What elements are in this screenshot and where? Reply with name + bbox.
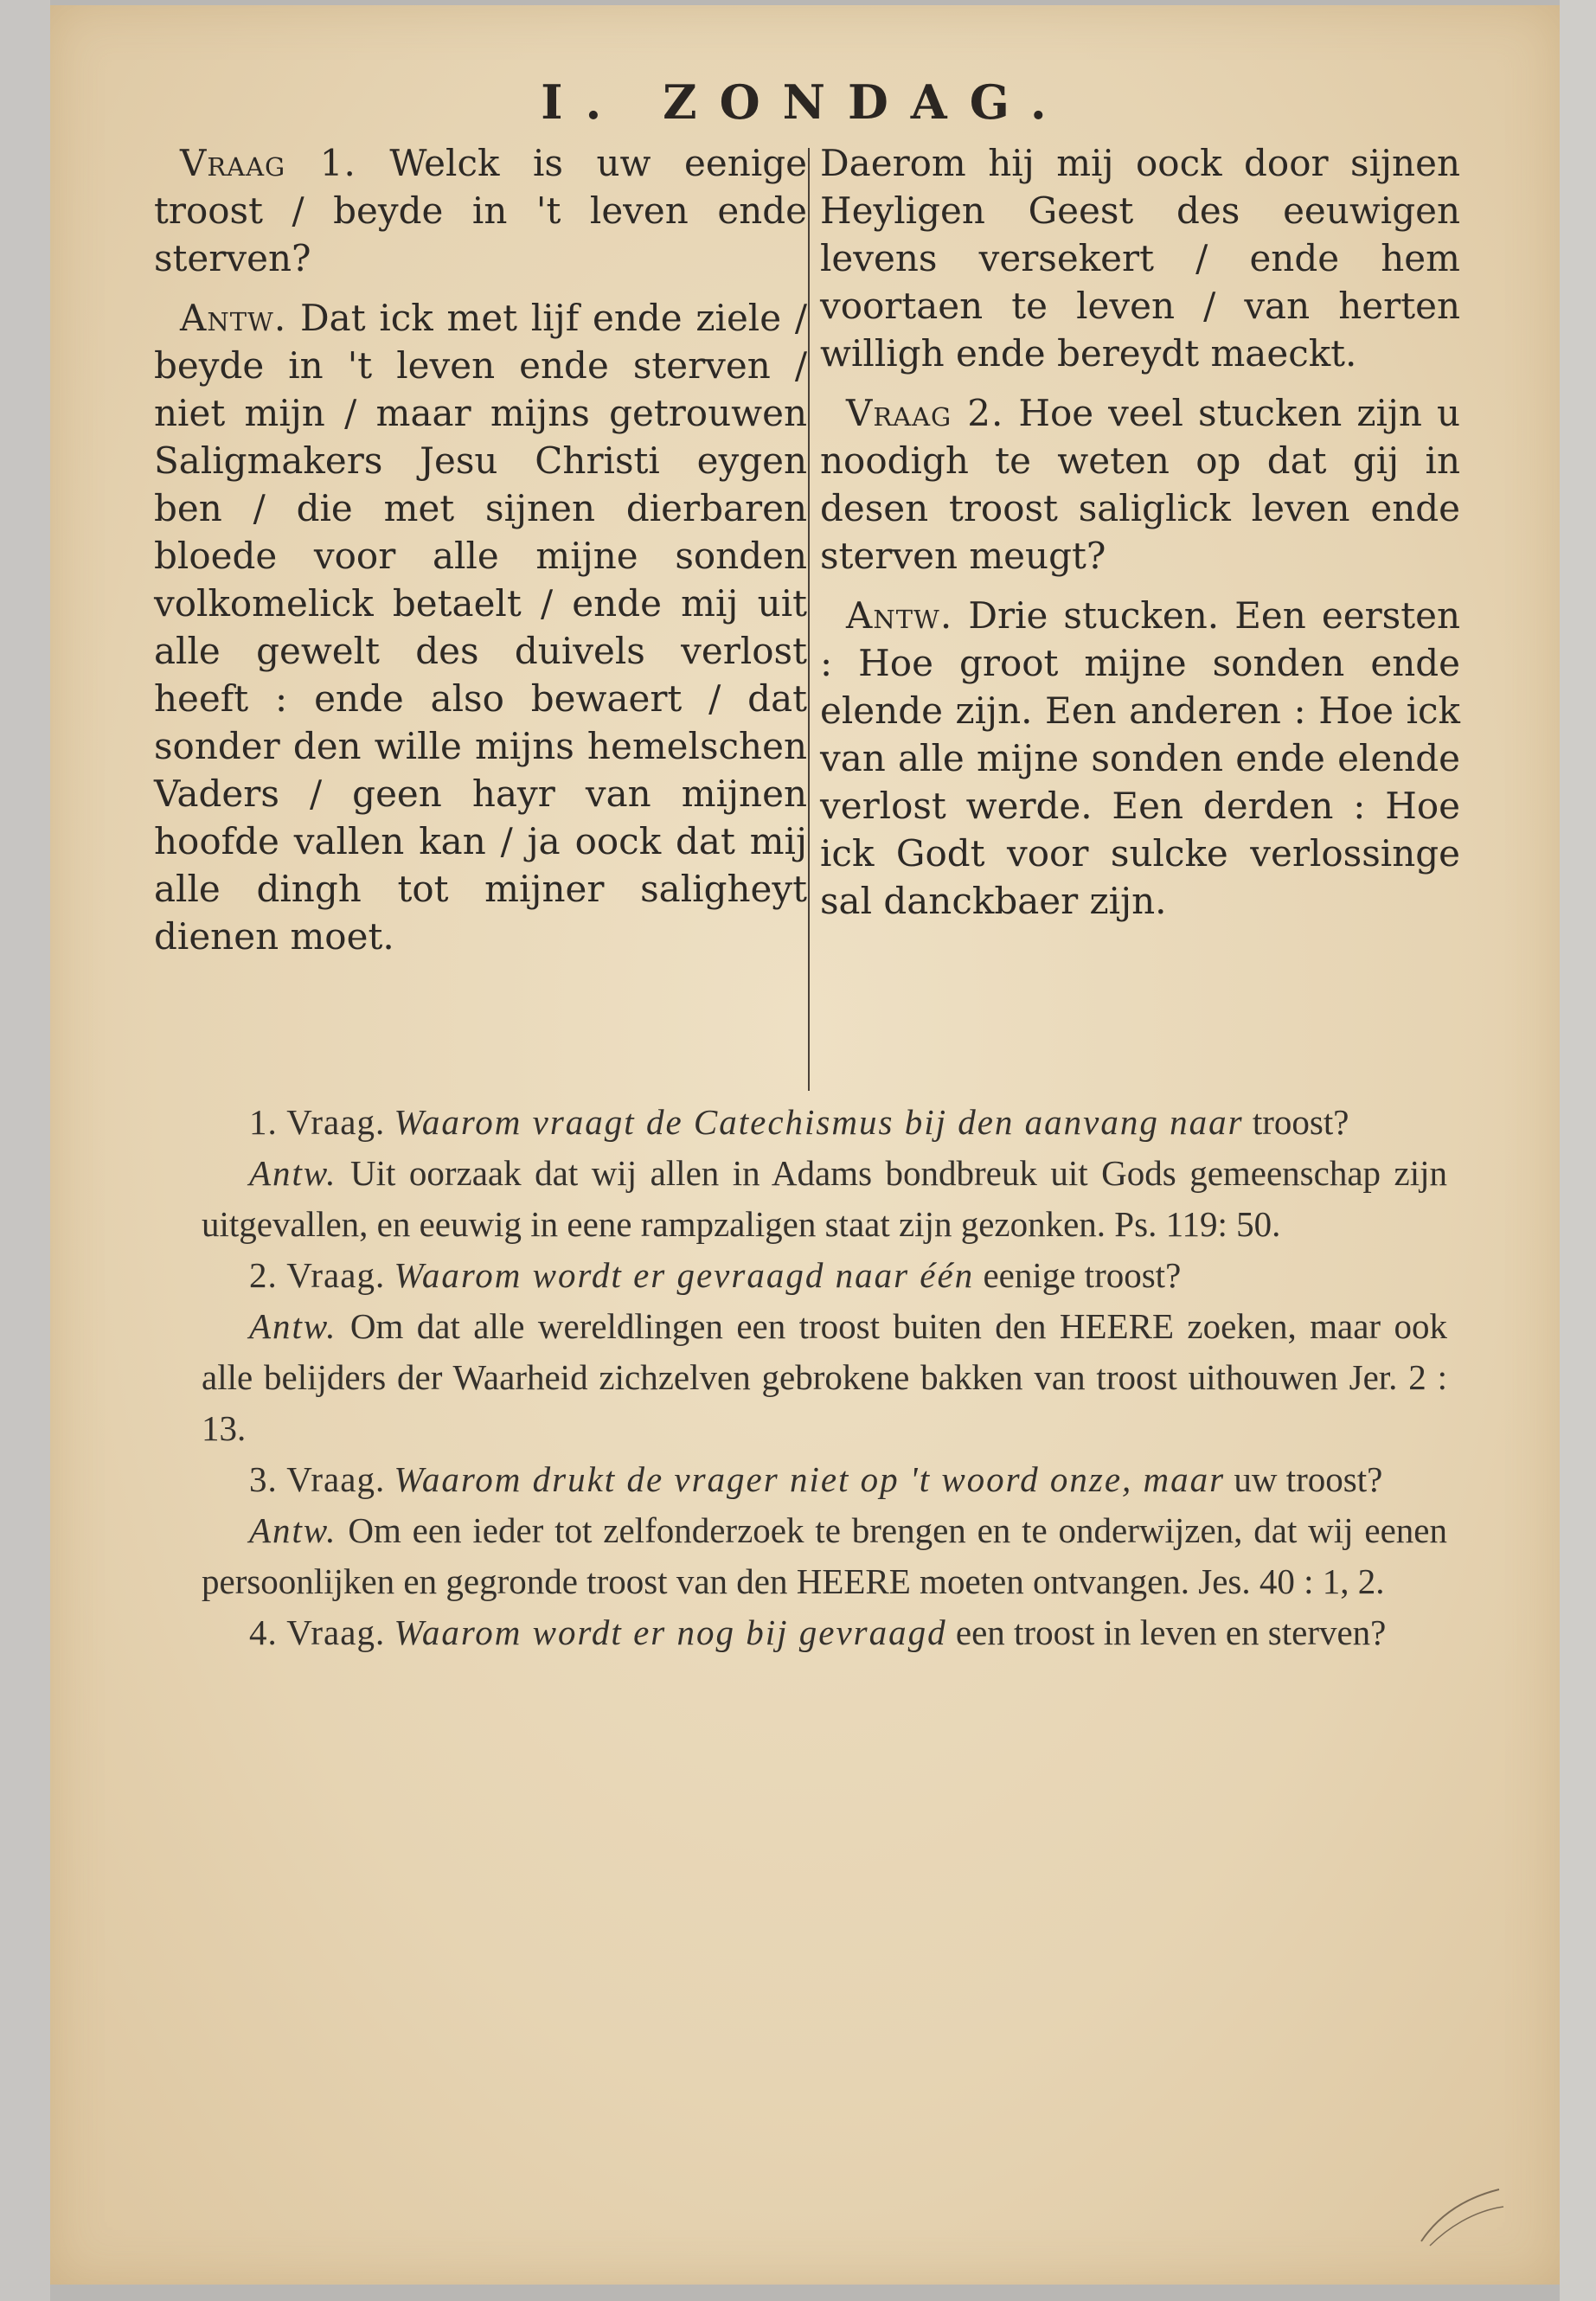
- lead-label: Antw.: [180, 297, 287, 339]
- question-label: 2. Vraag.: [249, 1255, 386, 1295]
- right-paragraph-1: [820, 139, 1460, 377]
- lead-label: Vraag 1.: [180, 142, 356, 184]
- answer-text: Om dat alle wereldlingen een troost buiten den HEERE zoeken, maar ook alle belijders der Waarheid zichzelven gebrokene bakken van troost uithouwen Jer. 2 : 13.: [202, 1306, 1447, 1448]
- paragraph-text: Drie stucken. Een eersten : Hoe groot mijne sonden ende elende zijn. Een anderen : Hoe ick van alle mijne sonden ende elende verlost werde. Een derden : Hoe ick Godt voor sulcke verlossinge sal danckbaer zijn.: [820, 594, 1460, 922]
- left-paragraph-1: [154, 139, 807, 282]
- question-text: Waarom wordt er gevraagd naar één: [394, 1255, 975, 1295]
- question-1: [202, 1097, 1447, 1148]
- answer-3: [202, 1505, 1447, 1607]
- left-paragraph-2: [154, 294, 807, 960]
- paragraph-text: Daerom hij mij oock door sijnen Heyligen Geest des eeuwigen levens versekert / ende hem voortaen te leven / van herten willigh ende bereydt maeckt.: [820, 142, 1460, 375]
- scan-right-margin: [1560, 0, 1596, 2301]
- left-column: [154, 139, 807, 972]
- question-4: [202, 1607, 1447, 1658]
- right-paragraph-2: [820, 389, 1460, 580]
- answer-label: Antw.: [249, 1306, 337, 1346]
- question-tail: uw troost?: [1234, 1459, 1383, 1499]
- page-corner-mark-icon: [1413, 2181, 1508, 2250]
- scan-left-margin: [0, 0, 50, 2301]
- book-page: [50, 5, 1560, 2285]
- question-label: 3. Vraag.: [249, 1459, 386, 1499]
- question-tail: troost?: [1252, 1102, 1349, 1142]
- right-paragraph-3: [820, 592, 1460, 925]
- answer-text: Om een ieder tot zelfonderzoek te brengen en te onderwijzen, dat wij eenen persoonlijken en gegronde troost van den HEERE moeten ontvangen. Jes. 40 : 1, 2.: [202, 1510, 1447, 1601]
- answer-text: Uit oorzaak dat wij allen in Adams bondbreuk uit Gods gemeenschap zijn uitgevallen, en eeuwig in eene rampzaligen staat zijn gezonken. Ps. 119: 50.: [202, 1153, 1448, 1244]
- right-column: [820, 139, 1460, 937]
- question-2: [202, 1250, 1447, 1301]
- paragraph-text: Hoe veel stucken zijn u noodigh te weten op dat gij in desen troost saliglick leven ende sterven meugt?: [820, 392, 1461, 577]
- lead-label: Antw.: [846, 594, 953, 637]
- question-text: Waarom vraagt de Catechismus bij den aanvang naar: [394, 1102, 1244, 1142]
- page-title: I. ZONDAG.: [541, 74, 1069, 130]
- paragraph-text: Dat ick met lijf ende ziele / beyde in 't leven ende sterven / niet mijn / maar mijns getrouwen Saligmakers Jesu Christi eygen ben / die met sijnen dierbaren bloede voor alle mijne sonden volkomelick betaelt / ende mij uit alle gewelt des duivels verlost heeft : ende also bewaert / dat sonder den wille mijns hemelschen Vaders / geen hayr van mijnen hoofde vallen kan / ja oock dat mij alle dingh tot mijner saligheyt dienen moet.: [154, 297, 808, 958]
- commentary-section: [202, 1097, 1447, 1658]
- question-label: 4. Vraag.: [249, 1612, 386, 1652]
- column-divider: [808, 148, 810, 1091]
- answer-2: [202, 1301, 1447, 1454]
- question-label: 1. Vraag.: [249, 1102, 386, 1142]
- question-3: [202, 1454, 1447, 1505]
- paragraph-text: Welck is uw eenige troost / beyde in 't leven ende sterven?: [154, 142, 807, 279]
- question-text: Waarom drukt de vrager niet op 't woord onze, maar: [394, 1459, 1226, 1499]
- answer-label: Antw.: [249, 1510, 337, 1550]
- lead-label: Vraag 2.: [846, 392, 1004, 434]
- question-text: Waarom wordt er nog bij gevraagd: [394, 1612, 947, 1652]
- answer-1: [202, 1148, 1447, 1250]
- answer-label: Antw.: [249, 1153, 337, 1193]
- question-tail: eenige troost?: [983, 1255, 1182, 1295]
- question-tail: een troost in leven en sterven?: [955, 1612, 1387, 1652]
